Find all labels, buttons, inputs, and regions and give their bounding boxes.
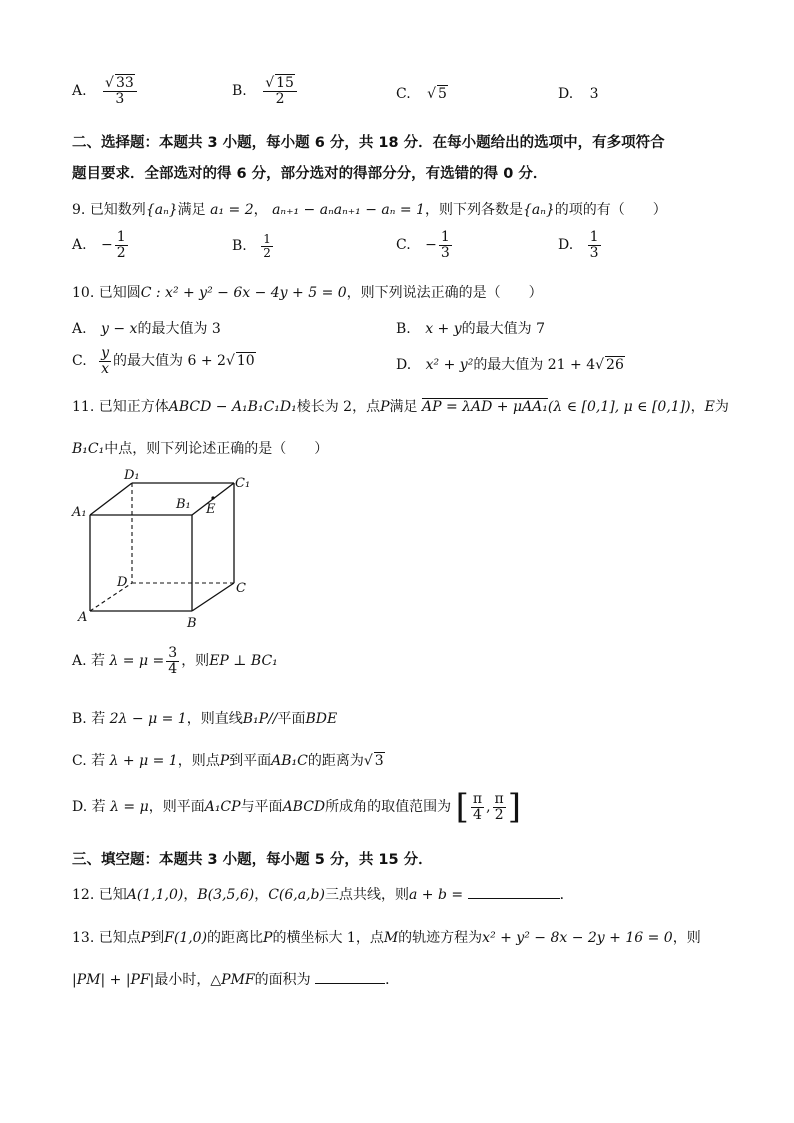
denominator: 2 [275,90,285,107]
option-label: B. [232,238,247,255]
numerator: π [494,790,504,807]
point-m: M [383,930,399,946]
radicand: 33 [115,75,134,91]
question-number: 10. [72,285,95,301]
text: 的最大值为 3 [137,321,221,337]
expression: y − x [101,321,138,337]
label-c: C [236,581,246,596]
answer-blank[interactable] [468,898,560,899]
q9-option-a [72,230,130,260]
option-label: D. 若 [72,799,106,815]
denominator: 3 [440,244,450,261]
text: 的项的有（ ） [554,202,667,218]
q11-stem-line2 [72,438,328,458]
condition-1: a₁ = 2 [210,202,254,218]
text: 已知数列 [89,202,146,218]
text: 为 [714,399,729,415]
point-p: P [380,399,390,415]
text: 的距离为 [307,753,364,769]
denominator: 3 [115,90,125,107]
q9-option-b [232,233,275,259]
section2-heading-line1: 二、选择题：本题共 3 小题，每小题 6 分，共 18 分．在每小题给出的选项中，有多项符合 [72,135,665,151]
option-label: C. [396,237,411,254]
q10-option-c: C. $\frac{y}{x}$ 的最大值为 6 + 2√ 10 [72,345,255,377]
q10-option-b [396,318,545,338]
result: B₁P// [242,711,278,727]
numerator: 1 [116,229,126,245]
triangle: △PMF [210,972,255,988]
expression: x + y [425,321,462,337]
text: 的最大值为 [473,357,544,373]
text: ，则下列各数是 [424,202,523,218]
denominator: 2 [494,806,504,823]
option-label: B. [232,83,247,100]
text: 满足 [389,399,418,415]
option-label: C. 若 [72,753,106,769]
q13-stem-line2 [72,969,399,989]
numerator: π [472,790,483,807]
vector-equation: AP = λAD + μAA₁ [421,399,548,415]
numerator: 1 [440,229,450,245]
sign: − [425,237,437,254]
q11-option-a [72,646,278,676]
condition: λ = μ = [109,653,165,670]
denominator: 4 [473,806,482,823]
text: 已知点 [98,930,141,946]
q8-option-d [558,86,599,102]
q9-option-d [558,230,603,260]
option-label: D. [558,86,574,102]
q9-option-c [396,230,454,260]
question-number: 11. [72,399,95,415]
condition-2: aₙ₊₁ − aₙaₙ₊₁ − aₙ = 1 [272,202,425,218]
text: 的横坐标大 1，点 [272,930,384,946]
q10-option-a [72,318,221,338]
parameter-range: (λ ∈ [0,1], μ ∈ [0,1]) [547,399,691,415]
text: 已知正方体 [98,399,169,415]
text: 所成角的取值范围为 [325,799,452,815]
q11-option-b [72,708,337,728]
option-label: B. 若 [72,711,106,727]
q13-stem-line1 [72,927,701,947]
denominator: 3 [589,244,599,261]
numerator: 1 [589,229,599,245]
q11-stem-line1 [72,396,729,416]
option-label: C. [72,353,87,370]
text: 的距离比 [207,930,264,946]
q10-stem [72,282,543,302]
point-p: P [140,930,151,946]
option-label: D. [396,357,412,373]
sign: − [101,237,113,254]
question-number: 12. [72,887,95,903]
text: 到 [150,930,165,946]
radicand: 3 [374,753,384,769]
q12-stem: 12. 已知A(1,1,0)，B(3,5,6)，C(6,a,b)三点共线，则a + b = ． [72,887,574,903]
radicand: 5 [438,86,447,102]
option-value: 3 [589,86,599,102]
radicand: 10 [236,353,255,370]
text: 最小时， [154,972,211,988]
circle-equation: C : x² + y² − 6x − 4y + 5 = 0 [140,285,347,301]
text: 中点，则下列论述正确的是（ ） [104,441,329,457]
text: 已知圆 [98,285,141,301]
cube-figure [70,468,260,633]
text: 三点共线，则 [324,887,409,903]
label-e: E [206,502,216,517]
label-b: B [187,616,197,631]
text: 的最大值为 7 [461,321,545,337]
point-f: F(1,0) [164,930,208,946]
numerator: 1 [263,232,271,246]
text: ，则下列说法正确的是（ ） [346,285,543,301]
text: 平面 [277,711,306,727]
text: ． [385,972,400,988]
plane-2: ABCD [282,799,326,815]
point-p: P [219,753,230,769]
text: ，则 [672,930,701,946]
expression: |PM| + |PF| [72,972,155,988]
label-b1: B₁ [176,497,191,512]
cube-name: ABCD − A₁B₁C₁D₁ [168,399,297,415]
q9-stem: 9. 已知数列{aₙ}满足 a₁ = 2， aₙ₊₁ − aₙaₙ₊₁ − aₙ = 1，则下列各数是{aₙ}的项的有（ ） [72,202,667,218]
segment: B₁C₁ [72,441,105,457]
plane: AB₁C [271,753,308,769]
text: 的轨迹方程为 [398,930,483,946]
point-b: B(3,5,6) [197,887,255,903]
denominator: x [101,360,110,377]
label-d: D [117,575,128,590]
text: 的面积为 [254,972,311,988]
option-label: A. [72,237,87,254]
point-c: C(6,a,b) [268,887,325,903]
denominator: 2 [263,245,271,260]
section3-heading: 三、填空题：本题共 3 小题，每小题 5 分，共 15 分． [72,852,433,868]
trajectory-equation: x² + y² − 8x − 2y + 16 = 0 [482,930,673,946]
numerator: y [101,345,110,361]
radicand: 26 [606,357,624,373]
point-e: E [704,399,715,415]
option-label: C. [396,86,411,102]
q11-option-c: C. 若 λ + μ = 1，则点P到平面AB₁C的距离为√ 3 [72,753,384,769]
option-label: A. 若 [72,653,106,670]
sequence: {aₙ} [522,202,555,218]
text: ． [559,887,574,903]
point-p: P [263,930,273,946]
denominator: 2 [116,244,126,261]
option-label: D. [558,237,574,254]
q8-option-c: C. √ 5 [396,86,447,102]
condition: λ + μ = 1 [109,753,178,769]
label-a: A [78,610,88,625]
text: 满足 [177,202,206,218]
text: 已知 [98,887,127,903]
text: 到平面 [229,753,272,769]
q8-option-a: A. $\frac{√ 33}{3}$ [72,76,139,106]
section2-heading-line2: 题目要求．全部选对的得 6 分，部分选对的得部分分，有选错的得 0 分． [72,166,548,182]
denominator: 4 [168,660,178,677]
result: EP ⊥ BC₁ [209,653,278,670]
value: 6 + 2 [187,353,226,370]
text: ， [690,399,705,415]
question-number: 9. [72,202,86,218]
text: ，则直线 [186,711,243,727]
option-label: A. [72,321,87,337]
question-number: 13. [72,930,95,946]
option-label: A. [72,83,87,100]
option-label: B. [396,321,411,337]
text: 棱长为 2，点 [296,399,381,415]
sequence: {aₙ} [145,202,178,218]
text: ，则平面 [148,799,205,815]
q8-option-b: B. $\frac{√ 15}{2}$ [232,76,299,106]
condition: 2λ − μ = 1 [109,711,187,727]
text: ，则 [181,653,210,670]
text: 与平面 [240,799,283,815]
numerator: 3 [168,645,178,661]
text: 的最大值为 [113,353,184,370]
value: 21 + 4 [547,357,596,373]
answer-blank[interactable] [315,983,385,984]
point-a: A(1,1,0) [126,887,184,903]
plane-1: A₁CP [204,799,241,815]
expression: x² + y² [425,357,474,373]
q11-option-d: D. 若 λ = μ，则平面A₁CP与平面ABCD所成角的取值范围为 [ $\frac{\pi}{4}$ , $\frac{\pi}{2}$ ] [72,787,522,827]
q10-option-d: D. x² + y²的最大值为 21 + 4√ 26 [396,357,624,373]
text: ，则点 [177,753,220,769]
expression: a + b = [408,887,464,903]
radicand: 15 [276,75,294,91]
label-d1: D₁ [124,468,140,483]
label-c1: C₁ [235,476,251,491]
label-a1: A₁ [72,505,87,520]
condition: λ = μ [110,799,149,815]
plane: BDE [305,711,338,727]
